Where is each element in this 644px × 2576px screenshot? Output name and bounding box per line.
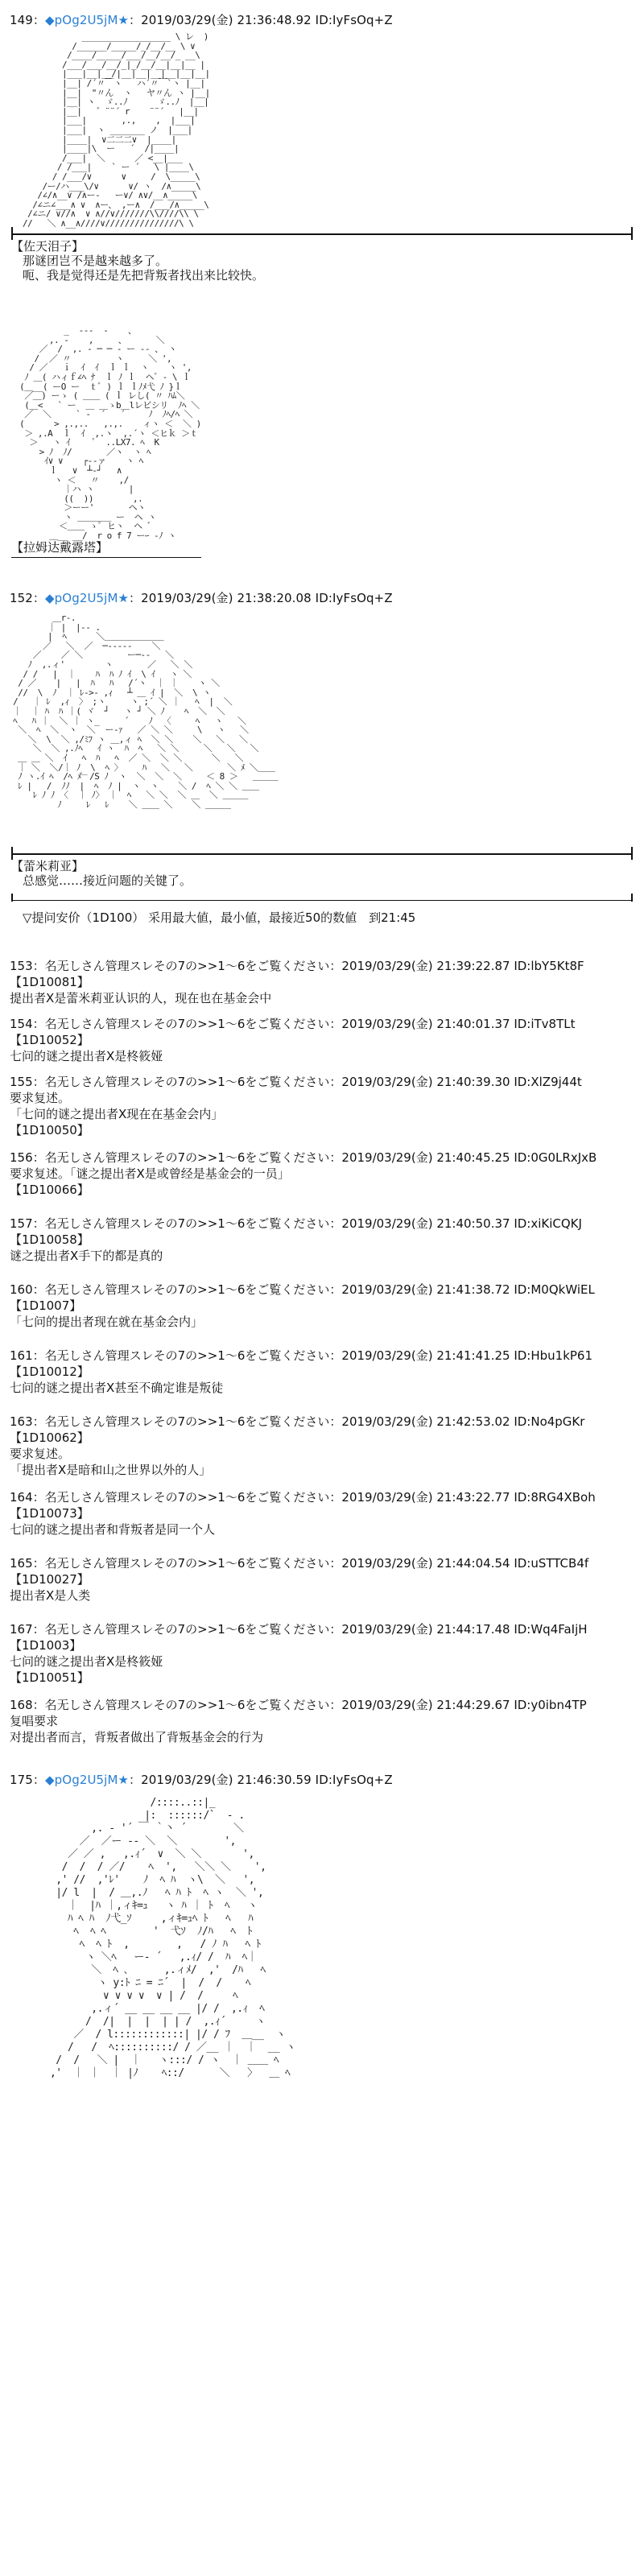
reply-post	[10, 1282, 638, 1330]
vote-title: ▽提问安价（1D100） 采用最大値，最小値，最接近50的数値 到21:45	[23, 910, 416, 925]
dialogue-line: 呃、我是觉得还是先把背叛者找出来比较快。	[23, 268, 265, 283]
post-header	[10, 589, 393, 606]
reply-meta: 157：名无しさん管理スレその7の>>1〜6をご覧ください：2019/03/29(金) 21:40:50.37 ID:xiKiCQKJ	[10, 1216, 582, 1231]
ascii-art-saten: __________________ \ レ ) /______/_____/_/__/__ \ ∨ /____/_____/___/__/__/_ __\ /___/___/__/_|_/__/__|__|__ | |___|__|__/|__|__|__|__|__|__| |__| /´〃￣ヽ ハ´〃￣`ヽ |__| |__| "〃ん ヽ ヤ〃ん ヽ |__| |__| ヽ ゞ..ﾉ ゞ..ﾉ |__| |__| ゛¨¨´ r ¨¨´ |__| |___| ,., , |___| |___| ヽ _______ ノ |___| |____| ∨二二二∨ |____| |____|\ ー ´ /|____| /___| ＼ ／ <__|___ / /___| ` ー ´ \ |____\ / /___/∨ ∨ / \_____\ /ー/ハ___\/∨ ∨/ ヽ /∧_____\ /∠/∧__∨ /∧ー- ー∨/ ∧∨/__∧_____\ /∠ニ∠___∧ ∨ ∧ー、 ,ー∧ /___/∧_____\ /∠ニ/ ∨//∧ ∨ ∧//∨///////\\////\\ \ // ＼ ∧__∧////∨///////////////\ \	[23, 31, 210, 229]
reply-meta: 155：名无しさん管理スレその7の>>1〜6をご覧ください：2019/03/29(金) 21:40:39.30 ID:XlZ9j44t	[10, 1075, 582, 1089]
post-number: 152：	[10, 591, 46, 605]
dice-roll: 【1D1007】	[10, 1298, 82, 1313]
dice-roll: 【1D10081】	[10, 975, 89, 989]
reply-text: 七问的谜之提出者X是柊筱娅	[10, 1654, 163, 1669]
reply-meta: 153：名无しさん管理スレその7の>>1〜6をご覧ください：2019/03/29(金) 21:39:22.87 ID:lbY5Kt8F	[10, 959, 584, 973]
post-meta: ：2019/03/29(金) 21:36:48.92 ID:IyFsOq+Z	[129, 13, 393, 27]
poster-trip[interactable]: ◆pOg2U5jM★	[45, 591, 130, 605]
reply-meta: 167：名无しさん管理スレその7の>>1〜6をご覧ください：2019/03/29(金) 21:44:17.48 ID:Wq4FaIjH	[10, 1622, 588, 1637]
speaker-label: 【蕾米莉亚】	[11, 859, 85, 873]
reply-text: 要求复述。	[10, 1447, 71, 1461]
underline	[11, 557, 201, 558]
reply-post	[10, 958, 638, 1006]
divider-tick	[11, 894, 13, 902]
reply-post	[10, 1150, 638, 1198]
dice-roll: 【1D10052】	[10, 1033, 89, 1047]
reply-text: 七问的谜之提出者X甚至不确定谁是叛徒	[10, 1381, 224, 1395]
dice-roll: 【1D10050】	[10, 1123, 89, 1137]
reply-post	[10, 1555, 638, 1604]
reply-post	[10, 1216, 638, 1264]
divider-tick	[631, 227, 633, 240]
reply-text: 提出者X是人类	[10, 1588, 91, 1603]
divider-tick	[631, 847, 633, 860]
reply-post	[10, 1414, 638, 1478]
reply-text: 「七问的提出者现在就在基金会内」	[10, 1315, 204, 1329]
reply-meta: 156：名无しさん管理スレその7の>>1〜6をご覧ください：2019/03/29(金) 21:40:45.25 ID:0G0LRxJxB	[10, 1150, 597, 1165]
reply-text: 对提出者而言，背叛者做出了背叛基金会的行为	[10, 1730, 264, 1744]
reply-meta: 164：名无しさん管理スレその7の>>1〜6をご覧ください：2019/03/29(金) 21:43:22.77 ID:8RG4XBoh	[10, 1490, 596, 1505]
post-number: 149：	[10, 13, 46, 27]
speaker-label: 【佐天泪子】	[11, 239, 85, 254]
ascii-art-lambdadelta: _ --- ‐ 、 ,. ‐ , 、 ＼ ／ / ,. ‐ ─ ─ ‐ ー -- 、 ヽ / ／ 〃 ヽ ＼ ', / ／ ｉ ｲ ｲ ｌ ｌ ヽ ヽ ', ﾉ ＿( ハィｆ∠ﾍ ﾅ ｌ ﾉ ｌ ヘ゛- \ ｌ (＿__( ーO ー ｔﾞ ) ｌ ｌﾉﾒ弋 ﾉ }ｌ ／＿) ーゝ ( ＿＿ ( ｌ レし( 〃 ﾊﾑ＼ (＿< ` ー ＿ ＿ゝb＿lレビシリ ﾉﾍ ＼ ／ ＼ ` - ´ ´ ﾉ ﾉﾍ/ﾍ ＼ ( > ,.,.. ,.,. ィヽ ＜ ＼ ) ＞ ,.A ｌ ｲ ,.ヽ ,.´ヽ ＜ヒｋ ＞ｔ ＞ ヽ ｲ ﾟ ..LX7. ﾍ K > ﾉ ﾉ/ ／ヽ ヽ ﾍ ｲ∨ ∨ ┌-‐ァ ヽ ﾍ ｌ ∨ ┴‐┘ ∧ ヽ ＜ 〃 ,/ ｜ハ ヽ | (( )) ,. ＞ーー' ヘヽ ヽ ＿＿＿＿ ー ヘ ヽ ＜＿＿ ゝﾟ ヒヽ ヘ ゛ ＿__ __/ r o f 7 ーｰ -ﾉ ヽ	[19, 325, 201, 542]
reply-meta: 161：名无しさん管理スレその7の>>1〜6をご覧ください：2019/03/29(金) 21:41:41.25 ID:Hbu1kP61	[10, 1348, 593, 1363]
reply-post	[10, 1074, 638, 1138]
reply-text: 谜之提出者X手下的都是真的	[10, 1249, 163, 1263]
divider	[11, 233, 633, 235]
post-meta: ：2019/03/29(金) 21:46:30.59 ID:IyFsOq+Z	[129, 1773, 393, 1787]
post-header	[10, 11, 393, 28]
reply-text: 提出者X是蕾米莉亚认识的人，现在也在基金会中	[10, 991, 272, 1005]
poster-trip[interactable]: ◆pOg2U5jM★	[45, 13, 130, 27]
dice-roll: 【1D10012】	[10, 1364, 89, 1379]
dice-roll: 【1D1003】	[10, 1638, 82, 1653]
reply-text: 复唱要求	[10, 1714, 59, 1728]
reply-text: 「提出者X是暗和山之世界以外的人」	[10, 1463, 212, 1477]
dice-roll: 【1D10066】	[10, 1183, 89, 1197]
reply-meta: 165：名无しさん管理スレその7の>>1〜6をご覧ください：2019/03/29(金) 21:44:04.54 ID:uSTTCB4f	[10, 1556, 589, 1571]
reply-post	[10, 1621, 638, 1686]
reply-text: 七问的谜之提出者X是柊筱娅	[10, 1049, 163, 1063]
reply-post	[10, 1697, 638, 1745]
reply-text: 要求复述。「谜之提出者X是或曾经是基金会的一员」	[10, 1166, 290, 1181]
poster-trip[interactable]: ◆pOg2U5jM★	[45, 1773, 130, 1787]
dice-roll: 【1D10027】	[10, 1572, 89, 1587]
dialogue-line: 那谜团岂不是越来越多了。	[23, 254, 168, 268]
divider	[11, 853, 633, 855]
divider-tick	[631, 894, 633, 902]
reply-meta: 160：名无しさん管理スレその7の>>1〜6をご覧ください：2019/03/29(金) 21:41:38.72 ID:M0QkWiEL	[10, 1282, 595, 1297]
reply-post	[10, 1489, 638, 1538]
reply-text: 七问的谜之提出者和背叛者是同一个人	[10, 1522, 216, 1537]
reply-post	[10, 1348, 638, 1396]
speaker-label: 【拉姆达戴露塔】	[11, 540, 109, 555]
ascii-art-character: /::::..::|_ |: ::::::/` ‐ . ,. ‐ '´ ￣ ｀丶 ´ ＼ ／ ／ー ‐‐ ＼ ＼ ', ／ ／ , ,.ｨ´ ∨ ＼ ＼ ', / / / ／/ ﾍ ', ＼＼ ＼ ', ,' // ,'ﾚ' ﾉ ﾍ ﾊ ヽ\ ＼ ', |/ l | / ＿,.ﾉ ﾍ ﾊ ﾄ ﾍ ヽ ＼ ', ｜ |ﾊ ｜,ィｷ=ｭ ヽ ﾊ ｜ ﾄ ﾍ ヽ ﾊ ﾍ ﾊ ﾉ弋_ｿ ,ィｷ=ｭﾍ ﾄ ﾍ ﾊ ﾍ ﾍ ﾍ ' 弋ｿ ﾉ/ﾊ ﾍ ﾄ ﾍ ﾍ ﾄ , , / ﾉ ﾊ ﾍ ﾄ ヽ ＼ﾍ ー‐ ´ ,.ｨ/ / ﾊ ﾍ｜ ＼ ﾍ ､ ,.ィﾒ/ ,' /ﾊ ﾍ ヽ y:ﾄ ﾆ = ﾆ´ | / / ﾍ ∨ ∨ ∨ ∨ ∨ | / / ﾍ ,.ィ´ __ __ __ __ |/ / ,.ｨ ﾍ / /| | | | | / ,.ｨ´ ヽ ／ / l::::::::::::| |/ / ﾌ ＿__ ヽ / / ﾍ::::::::::/ / ／__ ｜ ｜ __ ヽ / / ＼ | ｜ ヽ:::/ / ヽ ｜ ＿＿ ﾍ ,' ｜ ｜ ｜ |ﾉ ﾍ::/ ＼ 〉 ＿ ﾍ	[49, 1797, 296, 2079]
post-header	[10, 1771, 393, 1788]
reply-meta: 154：名无しさん管理スレその7の>>1〜6をご覧ください：2019/03/29(金) 21:40:01.37 ID:iTv8TLt	[10, 1017, 576, 1031]
reply-text: 要求复述。	[10, 1091, 71, 1105]
dice-roll: 【1D10062】	[10, 1430, 89, 1445]
ascii-art-remilia: ＿r‐. ｜ | |-‐ . | ﾍ ＼＿＿＿＿＿＿＿ ／ ＼ ／ ─‐‐‐‐‐ ＼ ／ ／ ＼ ー─‐‐ ＼ ﾉ ,.ィ' ヽ ／ ＼ ＼ / / | ｜ ﾊ ﾊ ﾉ ｲ \ ｲ ヽ ＼ / ／ | | ﾊ ﾊ /´ヽ ｜ ｜ ヽ ＼ // \ ﾉ ｜ ﾚ->- ,ｨ ┴ ＿ ｲ | ＼ \ ヽ / ｜ ﾚ ,ｨ 〉 ;ヽ ヽ ;´ ＼ ｜ ﾍ | ＼ ｜ ｜ ﾊ ﾊ ｜( ヾ ┘ ヽ ┘ ＼ ﾉ ﾍ ＼ ＼ ﾍ ﾊ ｜ ＼ ｜ ヽ_ ´ ﾉ 〈 ﾍ ヽ ＼ ＼ ﾍ ＼ ヽ ＼ ー‐ｧ ／ ＼ ＼ \ ヽ ＼ ＼ \ ＼ ,/ﾐﾌ ヽ ＿,ィ ﾍ ＼ ＼ ＼ ＼ ＼ ＼ ＼ ,.ﾉﾍ ｲ ヽ ﾊ ﾍ ＼ ＼ ＼ ＼ ＼ ＿ ＿ ＼ ｲ ﾍ ﾊ ﾍ ／ ＼ ＼ ＼ ＼ ＼ ｜ ＼ ＼/｜ ﾉ \ ﾍ 〉 ﾊ ＼ ＼ ＼ ﾒ ＼＿＿ ﾉ ヽ.ｲ ﾍ /ﾍ ﾒ﹂/S ﾉ ヽ ＼ ＼ ＼ ＜ 8 ＞ ＿＿＿ ﾚ | / ﾉﾉ | ﾍ ﾉ | ヽ ヽ ＼ / ﾍ ＼ ＼ ＿＿ ﾚ ﾉ ﾉ 〈 ｜ ﾉ〉 ｜ ﾍ ＼ ＼ ＼ ＿ ＼ ＿＿＿ ﾉ ﾚ ﾚ ＼ ＿＿ ＼ ＼ ＿＿＿	[13, 613, 279, 810]
dice-roll: 【1D10073】	[10, 1506, 89, 1521]
reply-text: 「七问的谜之提出者X现在在基金会内」	[10, 1107, 224, 1121]
reply-meta: 163：名无しさん管理スレその7の>>1〜6をご覧ください：2019/03/29(金) 21:42:53.02 ID:No4pGKr	[10, 1414, 585, 1429]
post-meta: ：2019/03/29(金) 21:38:20.08 ID:IyFsOq+Z	[129, 591, 393, 605]
post-number: 175：	[10, 1773, 46, 1787]
divider	[11, 900, 633, 901]
dice-roll: 【1D10051】	[10, 1670, 89, 1685]
dialogue-line: 总感觉……接近问题的关键了。	[23, 873, 192, 888]
reply-meta: 168：名无しさん管理スレその7の>>1〜6をご覧ください：2019/03/29(金) 21:44:29.67 ID:y0ibn4TP	[10, 1698, 587, 1712]
dice-roll: 【1D10058】	[10, 1232, 89, 1247]
reply-post	[10, 1016, 638, 1064]
